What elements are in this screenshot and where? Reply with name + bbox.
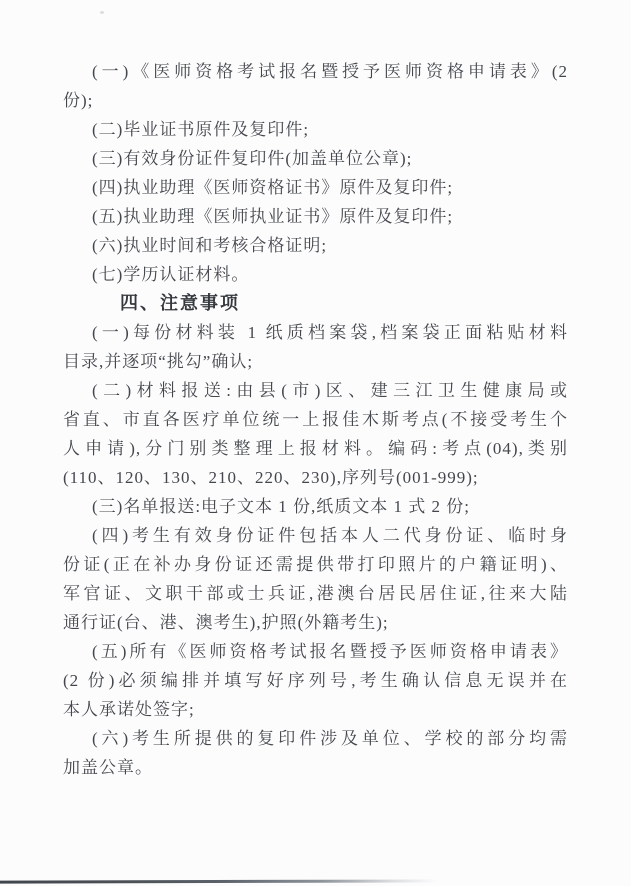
text-line: (一)《医师资格考试报名暨授予医师资格申请表》(2 — [92, 62, 568, 81]
text-line: (二)毕业证书原件及复印件; — [92, 120, 310, 139]
paragraph — [63, 202, 568, 231]
paragraph — [63, 637, 568, 724]
paragraph — [63, 57, 568, 115]
paragraph — [63, 492, 568, 521]
text-line: (四)执业助理《医师资格证书》原件及复印件; — [92, 178, 454, 197]
paragraph — [63, 318, 568, 376]
paragraph — [63, 724, 568, 782]
document-body — [63, 57, 568, 782]
text-line: 份); — [63, 91, 94, 110]
text-line: 加盖公章。 — [63, 758, 153, 777]
text-line: (110、120、130、210、220、230),序列号(001-999); — [63, 468, 479, 487]
paragraph — [63, 173, 568, 202]
section-heading — [63, 289, 568, 318]
text-line: (四)考生有效身份证件包括本人二代身份证、临时身 — [92, 526, 568, 545]
text-line: 通行证(台、港、澳考生),护照(外籍考生); — [63, 613, 389, 632]
text-line: 本人承诺处签字; — [63, 700, 195, 719]
paragraph — [63, 521, 568, 637]
text-line: 军官证、文职干部或士兵证,港澳台居民居住证,往来大陆 — [63, 584, 568, 603]
text-line: 目录,并逐项“挑勾”确认; — [63, 352, 254, 371]
text-line: 人申请),分门别类整理上报材料。编码:考点(04),类别 — [63, 439, 568, 458]
text-line: (一)每份材料装 1 纸质档案袋,档案袋正面粘贴材料 — [92, 323, 568, 342]
text-line: (五)执业助理《医师执业证书》原件及复印件; — [92, 207, 454, 226]
text-line: (二)材料报送:由县(市)区、建三江卫生健康局或 — [92, 381, 568, 400]
paragraph — [63, 231, 568, 260]
text-line: (三)名单报送:电子文本 1 份,纸质文本 1 式 2 份; — [92, 497, 471, 516]
text-line: (六)执业时间和考核合格证明; — [92, 236, 328, 255]
paragraph — [63, 260, 568, 289]
text-line: 省直、市直各医疗单位统一上报佳木斯考点(不接受考生个 — [63, 410, 568, 429]
text-line: 份证(正在补办身份证还需提供带打印照片的户籍证明)、 — [63, 555, 568, 574]
heading-line: 四、注意事项 — [120, 293, 240, 313]
paragraph — [63, 376, 568, 492]
text-line: (七)学历认证材料。 — [92, 265, 250, 284]
text-line: (2 份)必须编排并填写好序列号,考生确认信息无误并在 — [63, 671, 568, 690]
scan-dust-speck — [100, 11, 104, 14]
text-line: (五)所有《医师资格考试报名暨授予医师资格申请表》 — [92, 642, 568, 661]
text-line: (六)考生所提供的复印件涉及单位、学校的部分均需 — [92, 729, 568, 748]
text-line: (三)有效身份证件复印件(加盖单位公章); — [92, 149, 413, 168]
paragraph — [63, 115, 568, 144]
paragraph — [63, 144, 568, 173]
scan-page-edge-shadow — [0, 879, 446, 883]
